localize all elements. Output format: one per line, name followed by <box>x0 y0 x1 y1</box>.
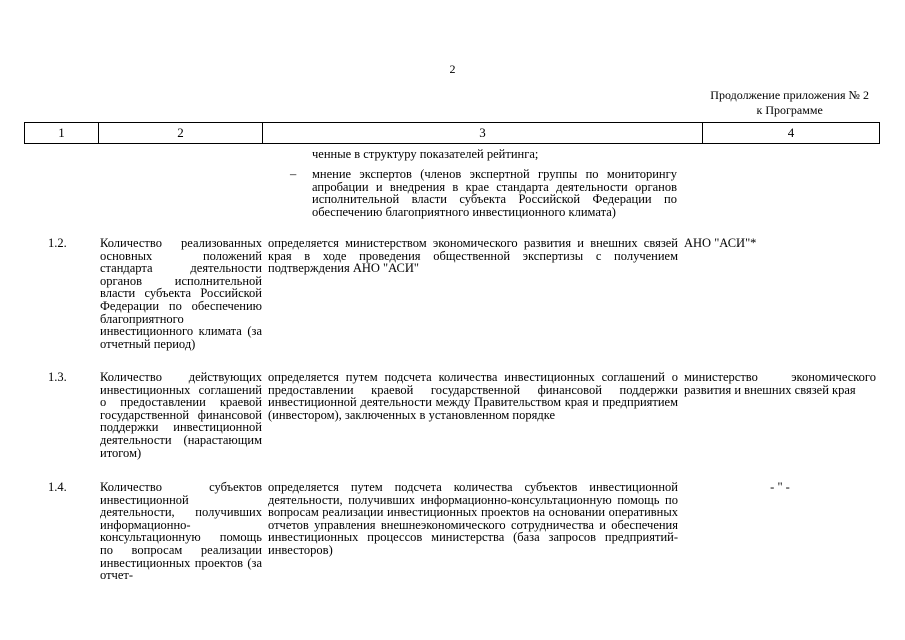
table-column-header-row <box>24 122 880 144</box>
method-cell: определяется путем подсчета количества инвестиционных соглашений о предоставлении краевой государственной финансовой поддержки инвестиционной деятельности между Правительством края и предприятием (инвестором), заключенных в установленном порядке <box>268 370 678 422</box>
indicator-cell: Количество действующих инвестиционных соглашений о предоставлении краевой государственной финансовой поддержки инвестиционной деятельности (нарастающим итогом) <box>100 370 262 460</box>
row-number: 1.4. <box>48 480 67 494</box>
column-header-2: 2 <box>99 123 263 143</box>
appendix-note <box>710 88 869 118</box>
continuation-text: ченные в структуру показателей рейтинга; <box>312 147 539 161</box>
column-header-4: 4 <box>787 125 795 140</box>
responsible-cell: министерство экономического развития и внешних связей края <box>684 370 876 397</box>
appendix-note-line2: к Программе <box>756 103 823 117</box>
column-header-3: 3 <box>263 123 703 143</box>
responsible-cell: АНО "АСИ"* <box>684 236 757 250</box>
indicator-cell: Количество реализованных основных положений стандарта деятельности органов исполнительной власти субъекта Российской Федерации по обеспечению благоприятного инвестиционного климата (за отчетный период) <box>100 236 262 351</box>
appendix-note-line1: Продолжение приложения № 2 <box>710 88 869 102</box>
column-header-1: 1 <box>25 123 99 143</box>
method-cell: определяется министерством экономического развития и внешних связей края в ходе проведения общественной экспертизы с получением подтверждения АНО "АСИ" <box>268 236 678 276</box>
method-cell: определяется путем подсчета количества субъектов инвестиционной деятельности, получивших информационно-консультационную помощь по вопросам реализации инвестиционных проектов на основании оперативных отчетов управления внешнеэкономического сотрудничества и обеспечения инвестиционных процессов министерства (база запросов предприятий-инвесторов) <box>268 480 678 557</box>
row-number: 1.2. <box>48 236 67 250</box>
page-number: 2 <box>449 62 456 76</box>
responsible-cell: - " - <box>770 480 790 494</box>
indicator-cell: Количество субъектов инвестиционной деятельности, получивших информационно-консультационную помощь по вопросам реализации инвестиционных проектов (за отчет- <box>100 480 262 583</box>
bullet-text: мнение экспертов (членов экспертной группы по мониторингу апробации и внедрения в крае стандарта деятельности органов исполнительной власти субъекта Российской Федерации по обеспечению благоприятного инвестиционного климата) <box>312 167 677 219</box>
row-number: 1.3. <box>48 370 67 384</box>
bullet-mark: – <box>290 167 297 181</box>
